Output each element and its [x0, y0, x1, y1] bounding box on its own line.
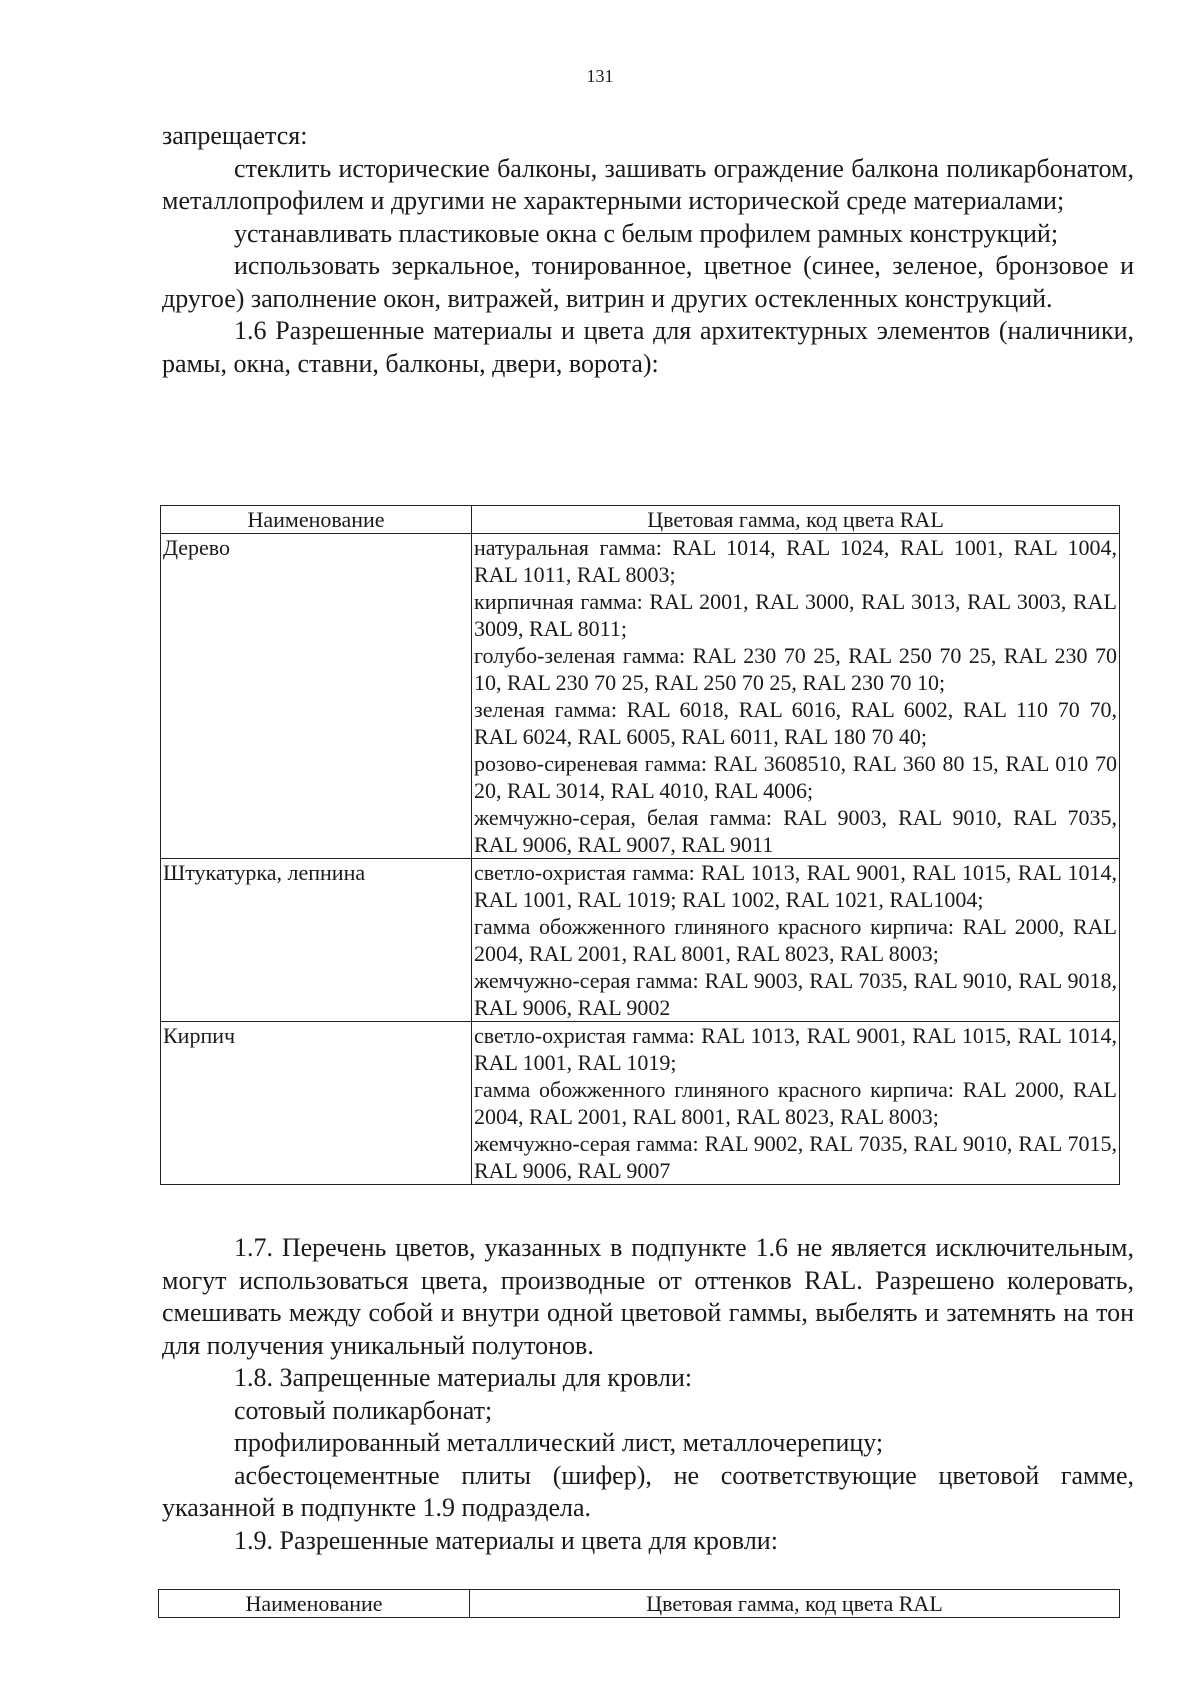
column-header-colors: Цветовая гамма, код цвета RAL: [470, 1590, 1120, 1618]
roof-prohibition-item: профилированный металлический лист, металлочерепицу;: [234, 1428, 884, 1457]
prohibition-item-windows: устанавливать пластиковые окна с белым профилем рамных конструкций;: [234, 218, 1059, 248]
gamma-line: гамма обожженного глиняного красного кирпича: RAL 2000, RAL 2004, RAL 2001, RAL 8001, RAL 8023, RAL 8003;: [474, 1077, 1117, 1129]
facade-colors-table: [160, 505, 1120, 1185]
gamma-line: кирпичная гамма: RAL 2001, RAL 3000, RAL 3013, RAL 3003, RAL 3009, RAL 8011;: [474, 589, 1117, 641]
gamma-line: натуральная гамма: RAL 1014, RAL 1024, RAL 1001, RAL 1004, RAL 1011, RAL 8003;: [474, 535, 1117, 587]
column-header-name: Наименование: [161, 506, 472, 534]
gamma-line: голубо-зеленая гамма: RAL 230 70 25, RAL 250 70 25, RAL 230 70 10, RAL 230 70 25, RAL 250 70 25, RAL 230 70 10;: [474, 643, 1117, 695]
section-1-6-heading: 1.6 Разрешенные материалы и цвета для архитектурных элементов (наличники, рамы, окна, ставни, балконы, двери, ворота):: [162, 316, 1134, 378]
color-gammas: [472, 1022, 1120, 1185]
gamma-line: жемчужно-серая гамма: RAL 9002, RAL 7035, RAL 9010, RAL 7015, RAL 9006, RAL 9007: [474, 1131, 1117, 1183]
prohibition-item-balconies: стеклить исторические балконы, зашивать ограждение балкона поликарбонатом, металлопрофилем и другими не характерными исторической среде материалами;: [162, 153, 1134, 215]
prohibition-item-glazing: использовать зеркальное, тонированное, цветное (синее, зеленое, бронзовое и другое) заполнение окон, витражей, витрин и других остекленных конструкций.: [162, 251, 1134, 313]
table-header-row: [159, 1590, 1120, 1618]
prohibited-label: запрещается:: [162, 121, 308, 150]
prohibitions-section: [162, 120, 1134, 380]
column-header-name: Наименование: [159, 1590, 470, 1618]
section-1-9-heading: 1.9. Разрешенные материалы и цвета для кровли:: [234, 1525, 778, 1555]
material-name: Кирпич: [161, 1022, 472, 1185]
color-gammas: [472, 534, 1120, 859]
gamma-line: светло-охристая гамма: RAL 1013, RAL 9001, RAL 1015, RAL 1014, RAL 1001, RAL 1019;: [474, 1023, 1117, 1075]
gamma-line: зеленая гамма: RAL 6018, RAL 6016, RAL 6002, RAL 110 70 70, RAL 6024, RAL 6005, RAL 6011, RAL 180 70 40;: [474, 697, 1117, 749]
gamma-line: светло-охристая гамма: RAL 1013, RAL 9001, RAL 1015, RAL 1014, RAL 1001, RAL 1019; RAL 1002, RAL 1021, RAL1004;: [474, 860, 1117, 912]
page-number: 131: [586, 66, 614, 86]
table-row: [161, 1022, 1120, 1185]
gamma-line: розово-сиреневая гамма: RAL 3608510, RAL 360 80 15, RAL 010 70 20, RAL 3014, RAL 4010, RAL 4006;: [474, 751, 1117, 803]
table-row: [161, 859, 1120, 1022]
gamma-line: жемчужно-серая гамма: RAL 9003, RAL 7035, RAL 9010, RAL 9018, RAL 9006, RAL 9002: [474, 968, 1117, 1020]
table-row: [161, 534, 1120, 859]
roof-prohibition-item: сотовый поликарбонат;: [234, 1395, 493, 1425]
gamma-line: жемчужно-серая, белая гамма: RAL 9003, RAL 9010, RAL 7035, RAL 9006, RAL 9007, RAL 9011: [474, 805, 1117, 857]
material-name: Дерево: [161, 534, 472, 859]
color-gammas: [472, 859, 1120, 1022]
roof-prohibition-item: асбестоцементные плиты (шифер), не соответствующие цветовой гамме, указанной в подпункте 1.9 подраздела.: [162, 1460, 1134, 1522]
column-header-colors: Цветовая гамма, код цвета RAL: [472, 506, 1120, 534]
roof-colors-table: [158, 1589, 1120, 1618]
gamma-line: гамма обожженного глиняного красного кирпича: RAL 2000, RAL 2004, RAL 2001, RAL 8001, RAL 8023, RAL 8003;: [474, 914, 1117, 966]
table-header-row: [161, 506, 1120, 534]
section-1-7-paragraph: 1.7. Перечень цветов, указанных в подпункте 1.6 не является исключительным, могут использоваться цвета, производные от оттенков RAL. Разрешено колеровать, смешивать между собой и внутри одной цветовой гаммы, выбелять и затемнять на тон для получения уникальный полутонов.: [162, 1233, 1134, 1360]
section-1-8-heading: 1.8. Запрещенные материалы для кровли:: [234, 1363, 693, 1392]
roof-section: [162, 1232, 1134, 1557]
material-name: Штукатурка, лепнина: [161, 859, 472, 1022]
